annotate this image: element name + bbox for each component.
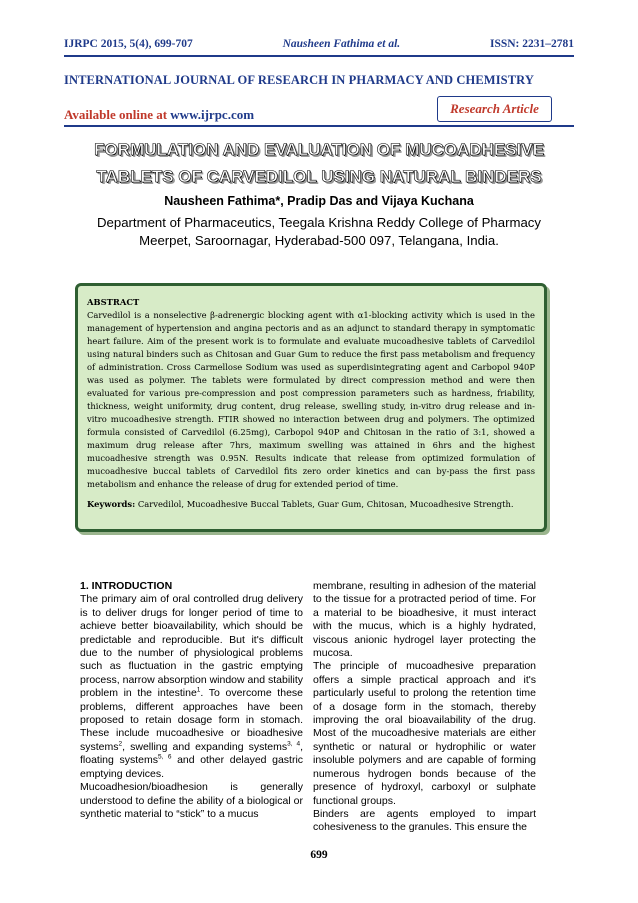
journal-url-link[interactable]: www.ijrpc.com [170, 107, 255, 122]
header-rule [64, 55, 574, 57]
running-authors: Nausheen Fathima et al. [282, 38, 401, 50]
citation: IJRPC 2015, 5(4), 699-707 [64, 38, 193, 50]
paper-title [64, 136, 574, 190]
section-heading-introduction: 1. INTRODUCTION [80, 580, 173, 592]
title-line-1: FORMULATION AND EVALUATION OF MUCOADHESIVE [94, 140, 544, 159]
affiliation-line-1: Department of Pharmaceutics, Teegala Krishna Reddy College of Pharmacy [97, 215, 541, 230]
availability-line [64, 107, 254, 123]
keywords [87, 498, 535, 511]
right-column [313, 580, 536, 835]
intro-paragraph-3: membrane, resulting in adhesion of the material to the tissue for a protracted period of time. For a material to be bioadhesive, it must interact with the mucus, which is a highly hydrated, viscous anionic hydrogel layer protecting the mucosa. [313, 580, 536, 660]
availability-prefix: Available online at [64, 107, 171, 122]
affiliation [64, 214, 574, 250]
keywords-label: Keywords: [87, 499, 136, 509]
page-number: 699 [310, 849, 328, 861]
citation-ref: 1 [196, 686, 201, 694]
citation-ref: 3, 4 [287, 740, 301, 748]
intro-paragraph-1: The primary aim of oral controlled drug delivery is to deliver drugs for longer period of time to achieve better bioavailability, which should be predictable and reproducible. But it's difficult due to the number of physiological problems such as fluctuation in the gastric emptying process, narrow absorption window and stability problem in the intestine$^1$. To overcome these problems, different approaches have been proposed to retain dosage form in stomach. These include mucoadhesive or bioadhesive systems$^2$, swelling and expanding systems$^{3, 4}$, floating systems$^{5, 6}$ and other delayed gastric emptying devices. [80, 593, 304, 780]
title-line-2: TABLETS OF CARVEDILOL USING NATURAL BINDERS [96, 167, 542, 186]
issn: ISSN: 2231–2781 [489, 38, 574, 50]
article-type-badge: Research Article [437, 96, 552, 122]
abstract-text: Carvedilol is a nonselective β-adrenergic blocking agent with α1-blocking activity which is used in the management of hypertension and angina pectoris and as an adjunct to standard therapy in symptomatic heart failure. Aim of the present work is to formulate and evaluate mucoadhesive tablets of Carvedilol using natural binders such as Chitosan and Guar Gum to reduce the first pass metabolism and frequency of administration. Cross Carmellose Sodium was used as superdisintegrating agent and Carbopol 940P was used as polymer. The tablets were formulated by direct compression method and were then evaluated for various pre-compression and post compression parameters such as hardness, friability, thickness, weight uniformity, drug content, drug release, swelling study, in-vitro drug release and in-vitro mucoadhesive strength. FTIR showed no interaction between drug and polymers. The optimized formula consisted of Carvedilol (6.25mg), Carbopol 940P and Chitosan in the ratio of 3:1, showed a maximum drug release after 7hrs, maximum swelling was attained in 6hrs and the highest mucoadhesive strength was 0.95N. Results indicate that release from optimized formulation of mucoadhesive buccal tablets of Carvedilol fits zero order kinetics and can by-pass the first pass metabolism and enhance the release of drug for extended period of time. [87, 310, 535, 489]
abstract-heading: ABSTRACT [87, 297, 140, 307]
keywords-list: Carvedilol, Mucoadhesive Buccal Tablets, Guar Gum, Chitosan, Mucoadhesive Strength. [135, 499, 514, 509]
citation-ref: 5, 6 [157, 753, 172, 761]
intro-paragraph-4: The principle of mucoadhesive preparation offers a simple practical approach and it's particularly useful to prolong the retention time of a dosage form in the stomach, thereby improving the oral bioavailability of the drug. Most of the mucoadhesive materials are either synthetic or natural or hydrophilic or water insoluble polymers and are capable of forming numerous hydrogen bonds because of the presence of hydroxyl, carboxyl or sulphate functional groups. [313, 660, 536, 807]
journal-name: INTERNATIONAL JOURNAL OF RESEARCH IN PHARMACY AND CHEMISTRY [64, 73, 534, 87]
running-header [64, 38, 574, 50]
affiliation-line-2: Meerpet, Saroornagar, Hyderabad-500 097, Telangana, India. [139, 233, 499, 248]
left-column [80, 580, 303, 821]
abstract-box [75, 283, 547, 532]
author-list: Nausheen Fathima*, Pradip Das and Vijaya Kuchana [164, 194, 474, 208]
intro-paragraph-2: Mucoadhesion/bioadhesion is generally understood to define the ability of a biological or synthetic material to “stick” to a mucus [80, 781, 303, 820]
intro-paragraph-5: Binders are agents employed to impart cohesiveness to the granules. This ensure the [313, 807, 536, 834]
citation-ref: 2 [118, 740, 123, 748]
journal-rule [64, 125, 574, 127]
